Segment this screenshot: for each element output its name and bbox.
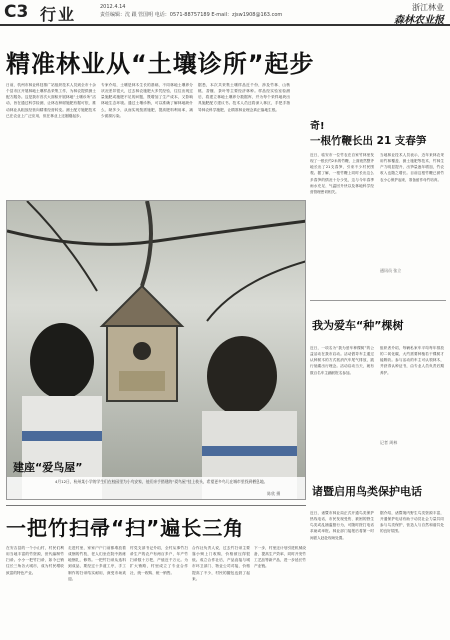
photo-caption: 4月12日，杭州某小学的学生们在校园里为小鸟安家，他们亲手搭建的“爱鸟屋”挂上枝头，希望更多鸟儿在城市里找到栖息地。 — [55, 479, 268, 484]
photo-credit: 陈欣 摄 — [267, 491, 281, 496]
article-column: 村党支部书记介绍，全村从事竹扫帚生产的农户有两百多户，年产竹扫帚数十万把，产值近千万元。为扩大销路，村里成立了专业合作社，统一收购、统一销售。 — [130, 546, 188, 575]
byline: 记者 周林 — [380, 440, 398, 445]
photo-illustration — [7, 201, 306, 500]
side-headline-2: 我为爱车“种”棵树 — [312, 319, 404, 332]
page-code: C3 — [4, 2, 29, 22]
main-headline: 精准林业从“土壤诊所”起步 — [6, 50, 315, 78]
side-article-column: 组织者介绍，每辆私家车平均每年排放的二氧化碳，大约需要种植若干棵树才能吸收。参与活动的车主可认领林木，并获得认种证书，由专业人员负责后期养护。 — [380, 346, 444, 375]
side-article-column: 当地林业技术人员表示，近年来林农采用竹林覆盖、测土施肥等技术，竹林生产力明显提升，出笋量逐年增加，竹农收入也随之增长。目前这根竹鞭已被竹农小心保护起来，准备留作母竹培育。 — [380, 153, 444, 182]
newspaper-brand: 森林农业报 — [394, 15, 444, 26]
side-headline: 一根竹鞭长出 21 支春笋 — [310, 135, 427, 147]
side-article-column: 据介绍，诸暨境内野生鸟类资源丰富，开通保护电话有助于动员社会力量共同参与鸟类保护，营造人与自然和谐共处的良好氛围。 — [380, 511, 444, 534]
masthead-region: 浙江林业 — [412, 3, 444, 12]
divider — [310, 300, 446, 301]
masthead — [0, 0, 450, 26]
side-headline-3: 诸暨启用鸟类保护电话 — [312, 485, 422, 498]
article-column: 下一步，村里还计划引进机械设备，提高生产效率，同时开发竹工艺品等新产品，进一步延长竹产业链。 — [254, 546, 306, 569]
side-article-column: 近日，诸暨市林业局正式开通鸟类保护热线电话，市民发现受伤、被困的野生鸟类或乱捕滥猎行为，可随时拨打电话求助或举报。林业部门接报后将第一时间派人赶赴现场处置。 — [310, 511, 374, 540]
side-article-column: 近日，一项名为“我为爱车种棵树”的公益活动在我市启动。活动倡导车主通过认种树木的方式抵消汽车尾气排放，践行低碳出行理念。活动启动当天，就有数百名车主踊跃报名参加。 — [310, 346, 374, 375]
article-column: 走进村里，家家户户门前都堆放着成捆的竹枝，老人们坐在院中熟练地捆扎、修剪。一把竹扫帚从选料到成品，要经过十多道工序，手工制作的扫帚结实耐用，深受市场欢迎。 — [68, 546, 126, 581]
masthead-meta — [100, 3, 282, 19]
second-headline: 一把竹扫帚“扫”遍长三角 — [6, 516, 245, 540]
article-column: 专家介绍，土壤是林木生长的基础，不同林地土壤养分状况差异很大，过去林农施肥大多凭经验，往往出现过量施肥或施肥不足的问题，既增加了生产成本，又影响林地生态环境。通过土壤诊断，可以准确了解林地缺什么、缺多少，从而实现按需施肥，提高肥料利用率，减少面源污染。 — [101, 83, 193, 118]
news-photo — [6, 200, 306, 500]
editor-contact: 责任编辑：沈 跟 管国明 电话：0571-88757189 E-mail：zjsw1908@163.com — [100, 12, 283, 18]
article-column: 据悉，本次共采集土壤样品近千份，涉及竹林、山核桃、香榧、茶叶等主要经济林种。样品经实验室检测后，将建立林地土壤养分数据库，并为每个采样地块出具施肥配方建议书。技术人员还将深入林区，手把手指导林农科学施肥，让精准林业理念真正落地生根。 — [198, 83, 290, 112]
article-column: 合作社负责人说，过去竹扫帚主要靠小贩上门收购，价格被压得很低。成立合作社后，产品直接与城市环卫部门、物业公司对接，价格提高了不少，村民的腰包也鼓了起来。 — [192, 546, 250, 581]
article-column: 日前，杭州市林业科技推广站组织技术人员到全市十余个县市区开展林地土壤样品采集工作，为林农提供测土配方服务。这是我市首次大面积开展林地“土壤诊所”活动，旨在通过科学检测，让林农种树施肥有据可依，推动林业从粗放经营向精准经营转变。测土配方施肥技术已在农业上广泛应用，但在林业上还刚刚起步。 — [6, 83, 96, 118]
side-kicker: 奇! — [310, 121, 325, 132]
issue-date: 2012.4.14 — [100, 4, 126, 10]
byline: 通讯员 张立 — [380, 268, 402, 273]
article-column: 在安吉县的一个小山村，村民们利用当地丰富的竹资源，世代编制竹扫帚。小小一把竹扫帚，如今已销往长三角各大城市，成为村民增收致富的特色产业。 — [6, 546, 64, 575]
section-title: 行业 — [40, 5, 77, 24]
divider — [6, 505, 306, 506]
side-article-column: 近日，临安市一位竹农在自家竹林里发现了一根长约2米的竹鞭，上面竟然整齐地长出了21支春笋，引来不少村民围观。据了解，一根竹鞭上同时长出这么多春笋的情况十分少见，这与今年春季雨水充足、气温回升快以及林地科学经营管理密切相关。 — [310, 153, 374, 194]
photo-title: 建座“爱鸟屋” — [13, 461, 83, 474]
